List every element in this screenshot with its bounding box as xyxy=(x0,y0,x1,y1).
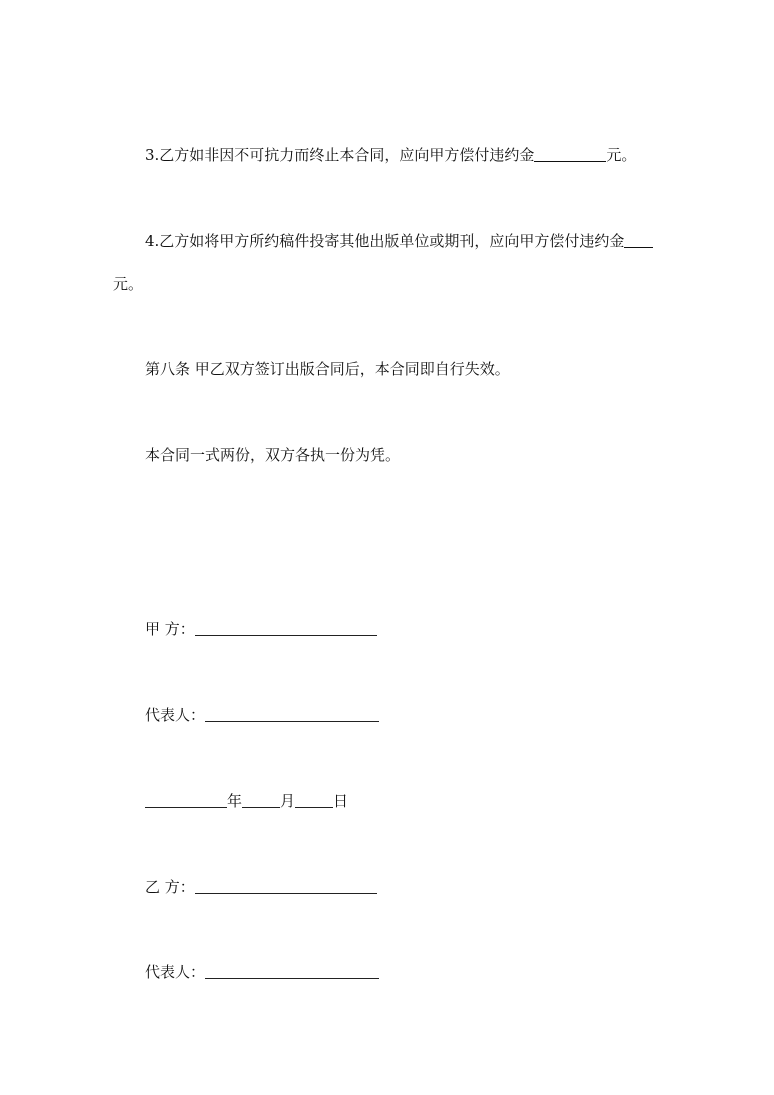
year-blank[interactable] xyxy=(145,792,227,808)
clause-4-suffix: 元。 xyxy=(113,275,144,293)
clause-8 xyxy=(145,359,510,379)
party-b-blank[interactable] xyxy=(195,878,377,894)
rep-a-blank[interactable] xyxy=(205,706,379,722)
clause-4 xyxy=(145,231,653,251)
date-line xyxy=(145,791,348,811)
copies-text: 本合同一式两份，双方各执一份为凭。 xyxy=(145,446,401,464)
penalty-amount-blank-2 xyxy=(624,232,653,248)
copies-statement xyxy=(145,445,400,465)
rep-b-line xyxy=(145,962,379,982)
clause-4-continued xyxy=(113,274,143,294)
rep-b-label: 代表人： xyxy=(145,963,206,981)
penalty-amount-blank-1 xyxy=(534,146,606,162)
clause-3-suffix: 元。 xyxy=(606,146,637,164)
year-label: 年 xyxy=(227,792,243,810)
party-a-blank[interactable] xyxy=(195,620,377,636)
party-b-line xyxy=(145,877,377,897)
party-b-label: 乙 方： xyxy=(145,878,195,896)
clause-8-text: 第八条 甲乙双方签订出版合同后，本合同即自行失效。 xyxy=(145,360,510,378)
rep-a-line xyxy=(145,705,379,725)
day-blank[interactable] xyxy=(295,792,333,808)
clause-3-text: 3.乙方如非因不可抗力而终止本合同，应向甲方偿付违约金 xyxy=(145,146,535,164)
rep-b-blank[interactable] xyxy=(205,963,379,979)
rep-a-label: 代表人： xyxy=(145,706,206,724)
day-label: 日 xyxy=(333,792,349,810)
clause-4-text: 4.乙方如将甲方所约稿件投寄其他出版单位或期刊，应向甲方偿付违约金 xyxy=(145,232,625,250)
party-a-label: 甲 方： xyxy=(145,620,195,638)
month-blank[interactable] xyxy=(242,792,280,808)
clause-3 xyxy=(145,145,636,165)
month-label: 月 xyxy=(280,792,296,810)
party-a-line xyxy=(145,619,377,639)
